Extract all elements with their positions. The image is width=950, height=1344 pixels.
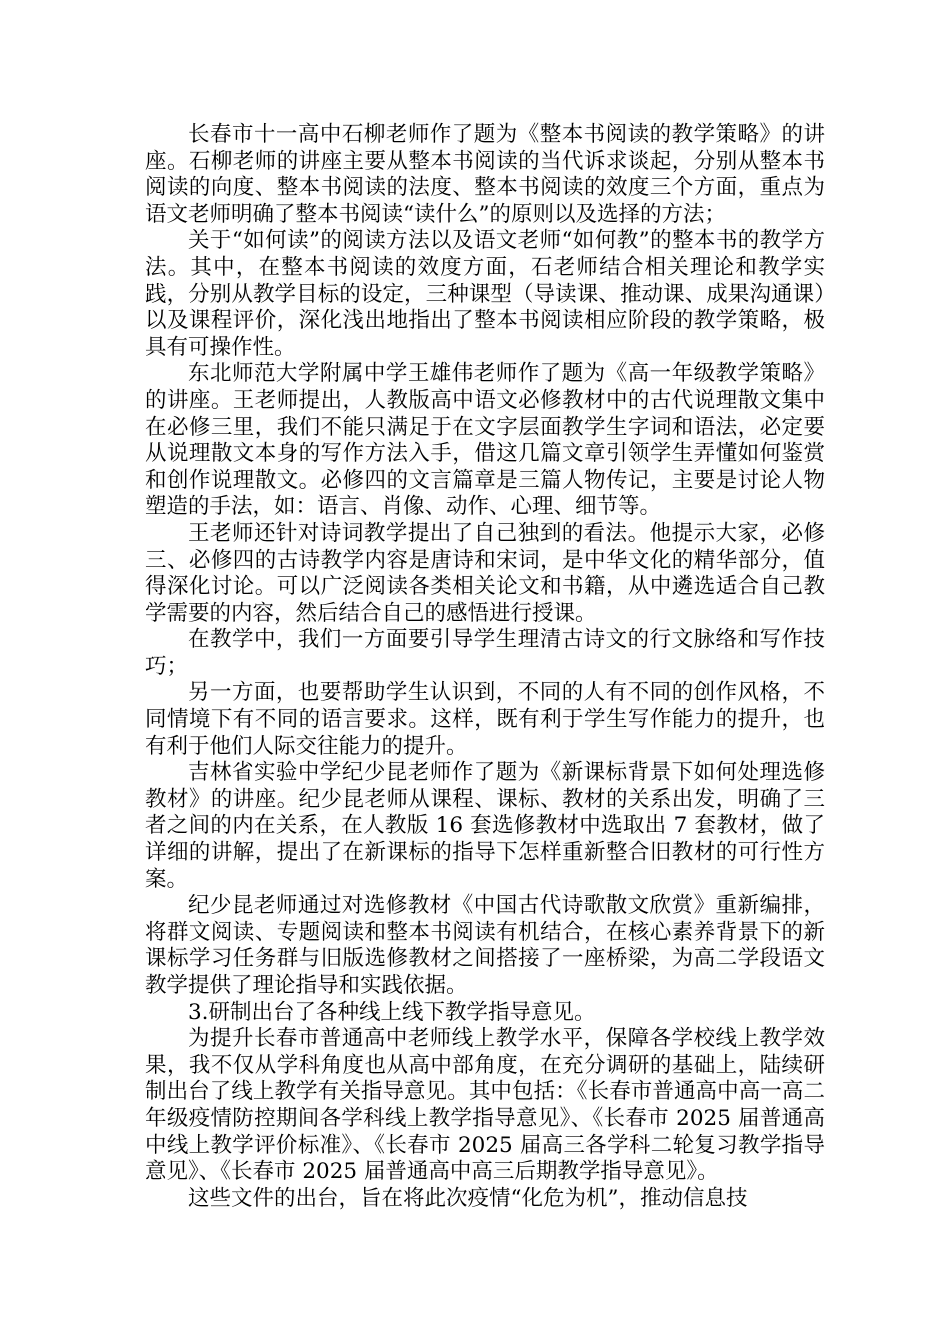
paragraph-teaching-guidance: 在教学中，我们一方面要引导学生理清古诗文的行文脉络和写作技巧； — [145, 627, 825, 679]
paragraph-language-styles: 另一方面，也要帮助学生认识到，不同的人有不同的创作风格，不同情境下有不同的语言要求。这样，既有利于学生写作能力的提升，也有利于他们人际交往能力的提升。 — [145, 680, 825, 759]
paragraph-lecture-shi-liu: 长春市十一高中石柳老师作了题为《整本书阅读的教学策略》的讲座。石柳老师的讲座主要从整本书阅读的当代诉求谈起，分别从整本书阅读的向度、整本书阅读的法度、整本书阅读的效度三个方面，重点为语文老师明确了整本书阅读“读什么”的原则以及选择的方法； — [145, 122, 825, 227]
paragraph-documents-purpose: 这些文件的出台，旨在将此次疫情“化危为机”，推动信息技 — [188, 1185, 748, 1211]
paragraph-lecture-wang-xiongwei: 东北师范大学附属中学王雄伟老师作了题为《高一年级教学策略》的讲座。王老师提出，人教版高中语文必修教材中的古代说理散文集中在必修三里，我们不能只满足于在文字层面教学生字词和语法，必定要从说理散文本身的写作方法入手，借这几篇文章引领学生弄懂如何鉴赏和创作说理散文。必修四的文言篇章是三篇人物传记，主要是讨论人物塑造的手法，如：语言、肖像、动作、心理、细节等。 — [145, 361, 825, 520]
paragraph-poetry-teaching: 王老师还针对诗词教学提出了自己独到的看法。他提示大家，必修三、必修四的古诗教学内容是唐诗和宋词，是中华文化的精华部分，值得深化讨论。可以广泛阅读各类相关论文和书籍，从中遴选适合自己教学需要的内容，然后结合自己的感悟进行授课。 — [145, 520, 825, 626]
document-body — [145, 122, 825, 1212]
section-heading-guidance: 3.研制出台了各种线上线下教学指导意见。 — [188, 999, 596, 1025]
paragraph-reading-methods: 关于“如何读”的阅读方法以及语文老师“如何教”的整本书的教学方法。其中，在整本书阅读的效度方面，石老师结合相关理论和教学实践，分别从教学目标的设定，三种课型（导读课、推动课、成果沟通课）以及课程评价，深化浅出地指出了整本书阅读相应阶段的教学策略，极具有可操作性。 — [145, 228, 825, 360]
paragraph-online-teaching: 为提升长春市普通高中老师线上教学水平，保障各学校线上教学效果，我不仅从学科角度也从高中部角度，在充分调研的基础上，陆续研制出台了线上教学有关指导意见。其中包括：《长春市普通高中高一高二年级疫情防控期间各学科线上教学指导意见》、《长春市 2025 届普通高中线上教学评价标准》、《长春市 2025 届高三各学科二轮复习教学指导意见》、《长春市 2025 届普通高中高三后期教学指导意见》。 — [145, 1026, 825, 1185]
paragraph-elective-restructure: 纪少昆老师通过对选修教材《中国古代诗歌散文欣赏》重新编排，将群文阅读、专题阅读和整本书阅读有机结合，在核心素养背景下的新课标学习任务群与旧版选修教材之间搭接了一座桥梁，为高二学段语文教学提供了理论指导和实践依据。 — [145, 893, 825, 998]
paragraph-lecture-ji-shaokun: 吉林省实验中学纪少昆老师作了题为《新课标背景下如何处理选修教材》的讲座。纪少昆老师从课程、课标、教材的关系出发，明确了三者之间的内在关系，在人教版 16 套选修教材中选取出 7 套教材，做了详细的讲解，提出了在新课标的指导下怎样重新整合旧教材的可行性方案。 — [145, 760, 825, 892]
